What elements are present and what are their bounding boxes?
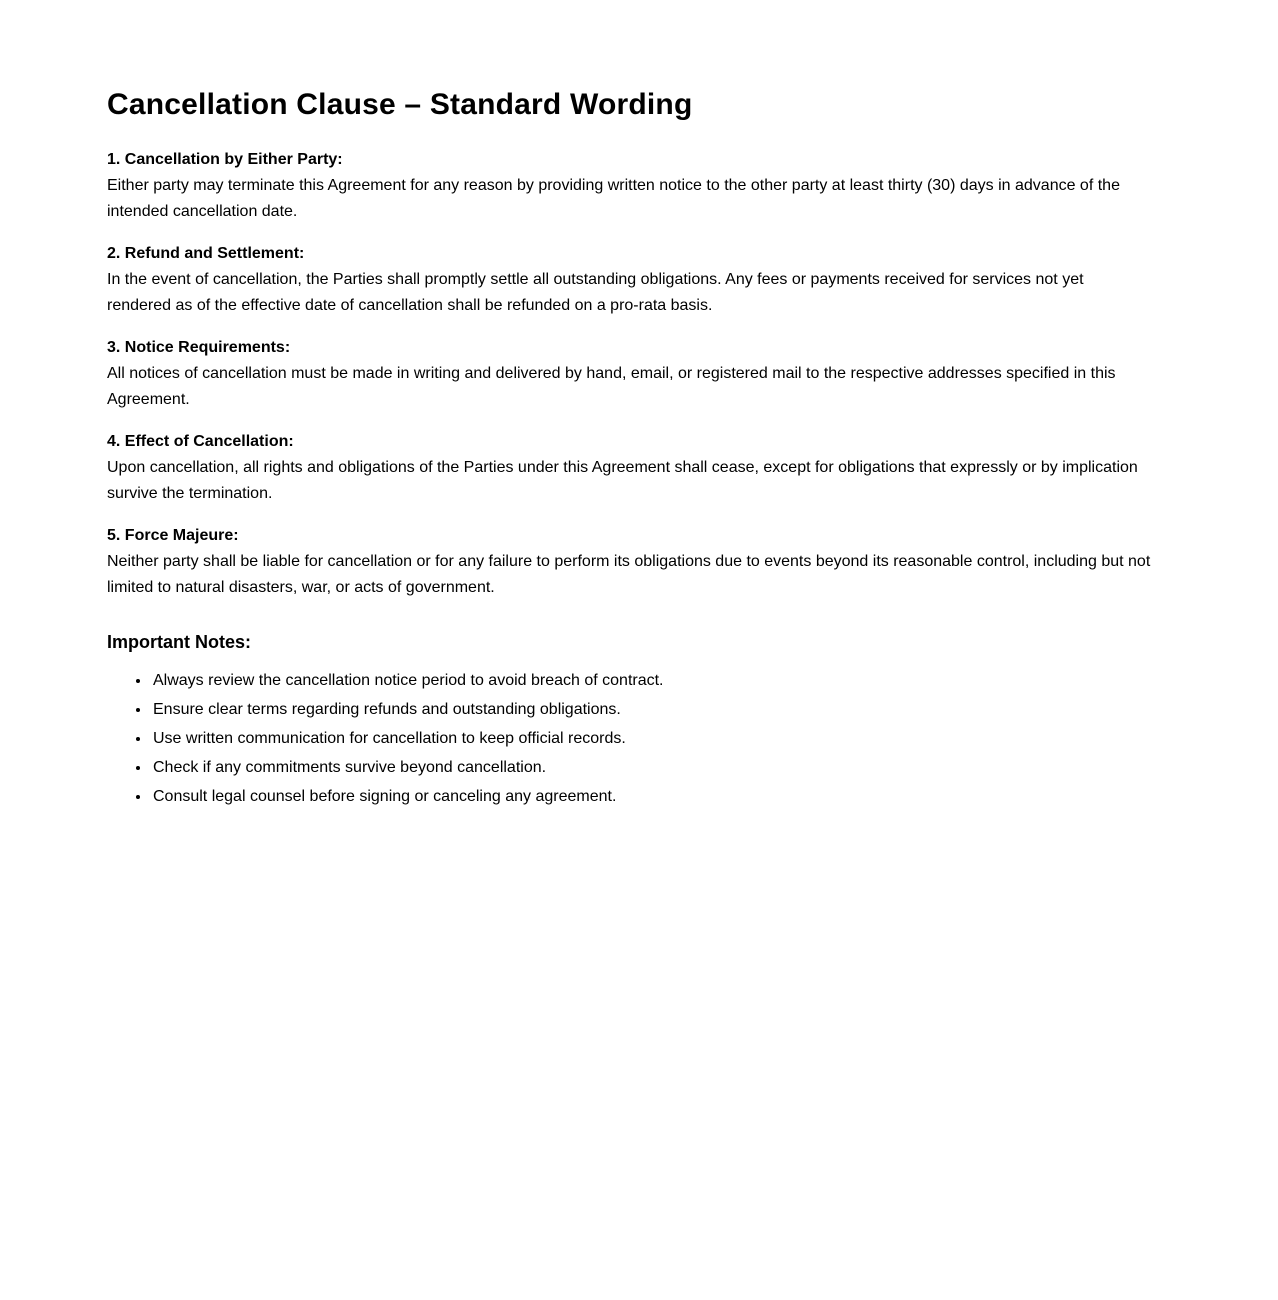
clause-section-2 — [107, 241, 1151, 319]
clause-section-5 — [107, 523, 1151, 601]
notes-heading: Important Notes: — [107, 631, 251, 652]
clause-body-4: Upon cancellation, all rights and obligations of the Parties under this Agreement shall cease, except for obligations that expressly or by implication survive the termination. — [107, 458, 1138, 502]
clause-heading-4: 4. Effect of Cancellation: — [107, 432, 294, 450]
list-item: • Check if any commitments survive beyond cancellation. — [151, 755, 1151, 781]
clause-body-5: Neither party shall be liable for cancellation or for any failure to perform its obligations due to events beyond its reasonable control, including but not limited to natural disasters, war, or acts of government. — [107, 552, 1151, 596]
notes-list — [107, 668, 1151, 810]
clause-heading-5: 5. Force Majeure: — [107, 526, 239, 544]
list-item: • Ensure clear terms regarding refunds and outstanding obligations. — [151, 697, 1151, 723]
list-item: • Always review the cancellation notice period to avoid breach of contract. — [151, 668, 1151, 694]
list-item: • Consult legal counsel before signing or canceling any agreement. — [151, 784, 1151, 810]
clause-heading-3: 3. Notice Requirements: — [107, 338, 291, 356]
page-title: Cancellation Clause – Standard Wording — [107, 88, 693, 121]
clause-body-2: In the event of cancellation, the Parties shall promptly settle all outstanding obligations. Any fees or payments received for services not yet rendered as of the effective date of cancellation shall be refunded on a pro-rata basis. — [107, 270, 1084, 314]
list-item: • Use written communication for cancellation to keep official records. — [151, 726, 1151, 752]
clause-heading-2: 2. Refund and Settlement: — [107, 244, 305, 262]
clause-section-4 — [107, 429, 1151, 507]
clause-section-3 — [107, 335, 1151, 413]
clause-body-3: All notices of cancellation must be made in writing and delivered by hand, email, or registered mail to the respective addresses specified in this Agreement. — [107, 364, 1116, 408]
clause-heading-1: 1. Cancellation by Either Party: — [107, 150, 343, 168]
clause-body-1: Either party may terminate this Agreement for any reason by providing written notice to the other party at least thirty (30) days in advance of the intended cancellation date. — [107, 176, 1120, 220]
clause-section-1 — [107, 147, 1151, 225]
